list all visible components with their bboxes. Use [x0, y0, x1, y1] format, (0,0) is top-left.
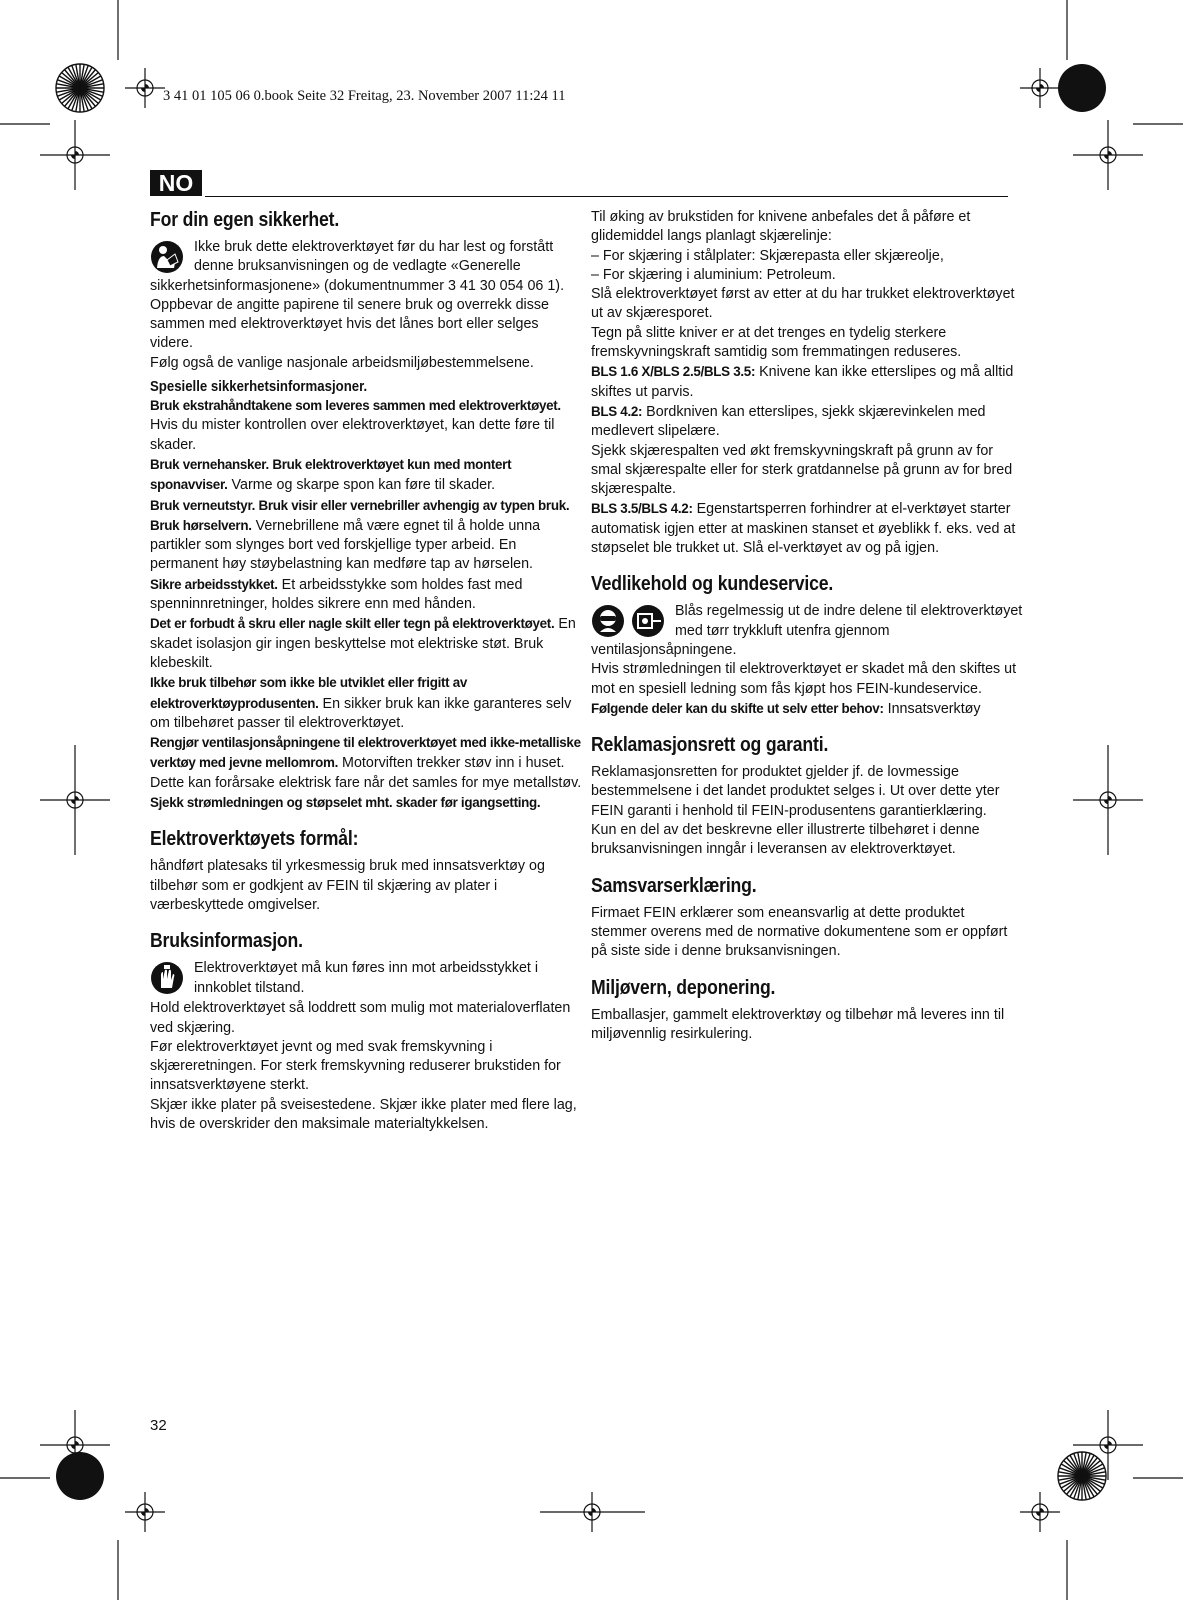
- model-note-text: Knivene kan ikke etterslipes og må alltid skiftes ut parvis.: [591, 364, 1014, 400]
- safety-rule-bold: Bruk ekstrahåndtakene som leveres sammen med elektroverktøyet.: [150, 398, 561, 414]
- usage-intro-text: Elektroverktøyet må kun føres inn mot arbeidsstykket i innkoblet tilstand.: [194, 960, 539, 996]
- safety-rule-bold: Det er forbudt å skru eller nagle skilt eller tegn på elektroverktøyet.: [150, 616, 555, 632]
- safety-rule: [150, 396, 582, 455]
- lubrication-text: Til øking av brukstiden for knivene anbefales det å påføre et glidemiddel langs planlagt skjærelinje:: [591, 209, 971, 245]
- section-title-warranty: Reklamasjonsrett og garanti.: [591, 733, 829, 757]
- model-note: [591, 362, 1023, 402]
- safety-rule-text: Et arbeidsstykke som holdes fast med spenninnretninger, holdes sikrere enn med hånden.: [150, 576, 523, 613]
- safety-rule: [150, 733, 582, 793]
- safety-rule-text: Hvis du mister kontrollen over elektroverktøyet, kan dette føre til skader.: [150, 417, 555, 453]
- usage-text: Skjær ikke plater på sveisestedene. Skjær ikke plater med flere lag, hvis de overskrider den maksimale materialtykkelsen.: [150, 1096, 577, 1132]
- section-title-purpose: Elektroverktøyets formål:: [150, 827, 359, 851]
- right-column: [591, 208, 1023, 1044]
- model-note: [591, 402, 1023, 442]
- model-label: BLS 1.6 X/BLS 2.5/BLS 3.5:: [591, 364, 756, 380]
- environment-text: Emballasjer, gammelt elektroverktøy og tilbehør må leveres inn til miljøvennlig resirkulering.: [591, 1006, 1005, 1042]
- maintenance-intro: [591, 602, 1023, 660]
- section-title-environment: Miljøvern, deponering.: [591, 975, 776, 999]
- model-note-text: Bordkniven kan etterslipes, sjekk skjærevinkelen med medlevert slipelære.: [591, 403, 986, 440]
- usage-text: Sjekk skjærespalten ved økt fremskyvningskraft på grunn av for smal skjærespalte eller for sterk gratdannelse på grunn av for bred skjærespalte.: [591, 442, 1013, 498]
- power-on-hand-icon: [150, 961, 184, 995]
- safety-rule: [150, 793, 582, 813]
- safety-rule-text: Motorviften trekker støv inn i huset. Dette kan forårsake elektrisk fare når det samles for mye metallstøv.: [150, 755, 582, 791]
- section-title-maintenance: Vedlikehold og kundeservice.: [591, 572, 834, 596]
- safety-rule-text: Varme og skarpe spon kan føre til skader.: [227, 477, 496, 494]
- safety-rule-text: En sikker bruk kan ikke garanteres selv om tilbehøret passer til elektroverktøyet.: [150, 695, 572, 731]
- safety-rule-bold: Bruk verneutstyr. Bruk visir eller vernebriller avhengig av typen bruk. Bruk hørselvern.: [150, 497, 570, 533]
- model-label: BLS 4.2:: [591, 403, 643, 419]
- lubrication-item: – For skjæring i stålplater: Skjærepasta eller skjæreolje,: [591, 247, 944, 264]
- book-info-header: 3 41 01 105 06 0.book Seite 32 Freitag, 23. November 2007 11:24 11: [163, 88, 566, 104]
- language-badge: NO: [150, 170, 202, 196]
- warranty-text: Reklamasjonsretten for produktet gjelder jf. de lovmessige bestemmelsene i det landet produktet selges i. Ut over dette yter FEIN garanti i henhold til FEIN-produsentens garantierklæring.: [591, 764, 1000, 819]
- section-title-conformity: Samsvarserklæring.: [591, 873, 757, 897]
- usage-intro: [150, 959, 582, 999]
- usage-text: Slå elektroverktøyet først av etter at du har trukket elektroverktøyet ut av skjæresporet.: [591, 286, 1015, 322]
- eye-protection-icon: [591, 604, 667, 638]
- conformity-text: Firmaet FEIN erklærer som eneansvarlig at dette produktet stemmer overens med de normative dokumentene som er oppført på siste side i denne bruksanvisningen.: [591, 904, 1008, 960]
- maintenance-parts: [591, 699, 1023, 719]
- safety-rule-text: Vernebrillene må være egnet til å holde unna partikler som slynges bort ved forskjellige typer arbeid. En permanent høy støybelastning kan medføre tap av hørselen.: [150, 517, 541, 573]
- safety-rule: [150, 575, 582, 615]
- usage-text: Tegn på slitte kniver er at det trenges en tydelig sterkere fremskyvningskraft samtidig som fremmatingen reduseres.: [591, 324, 962, 361]
- maintenance-text: Hvis strømledningen til elektroverktøyet er skadet må den skiftes ut mot en spesiell ledning som fås kjøpt hos FEIN-kundeservice.: [591, 661, 1017, 697]
- maintenance-parts-text: Innsatsverktøy: [883, 700, 981, 717]
- page-number: 32: [150, 1417, 167, 1434]
- subsection-title-special: Spesielle sikkerhetsinformasjoner.: [150, 378, 368, 396]
- section-title-usage: Bruksinformasjon.: [150, 929, 303, 953]
- header-rule: [205, 196, 1008, 197]
- model-label: BLS 3.5/BLS 4.2:: [591, 501, 693, 517]
- model-note: [591, 499, 1023, 558]
- safety-intro: [150, 238, 582, 354]
- model-note-text: Egenstartsperren forhindrer at el-verktøyet starter automatisk igjen etter at maskinen stanset et øyeblikk f. eks. ved at støpselet ble trukket ut. Slå el-verktøyet av og på igjen.: [591, 501, 1016, 557]
- safety-intro-text: Ikke bruk dette elektroverktøyet før du har lest og forstått denne bruksanvisningen og de vedlagte «Generelle sikkerhetsinformasjonene» (dokumentnummer 3 41 30 054 06 1). Oppbevar de angitte papirene til senere bruk og overrekk disse sammen med elektroverktøyet hvis det lånes bort eller selges videre.: [150, 239, 565, 352]
- lubrication-item: – For skjæring i aluminium: Petroleum.: [591, 266, 836, 283]
- usage-text: Hold elektroverktøyet så loddrett som mulig mot materialoverflaten ved skjæring.: [150, 1000, 571, 1036]
- safety-rule: [150, 455, 582, 496]
- maintenance-parts-label: Følgende deler kan du skifte ut selv etter behov:: [591, 700, 884, 716]
- left-column: [150, 208, 582, 1134]
- section-title-safety: For din egen sikkerhet.: [150, 208, 340, 231]
- safety-rule-bold: Sikre arbeidsstykket.: [150, 576, 278, 592]
- usage-text: Før elektroverktøyet jevnt og med svak fremskyvning i skjæreretningen. For sterk fremskyvning reduserer brukstiden for innsatsverktøyene sterkt.: [150, 1038, 561, 1094]
- read-manual-icon: [150, 240, 184, 274]
- maintenance-intro-text: Blås regelmessig ut de indre delene til elektroverktøyet med tørr trykkluft utenfra gjennom ventilasjonsåpningene.: [591, 603, 1023, 658]
- purpose-text: håndført platesaks til yrkesmessig bruk med innsatsverktøy og tilbehør som er godkjent av FEIN til skjæring av plater i værbeskyttede omgivelser.: [150, 858, 545, 913]
- safety-national-rules: Følg også de vanlige nasjonale arbeidsmiljøbestemmelsene.: [150, 354, 534, 371]
- safety-rule-bold: Bruk vernehansker. Bruk elektroverktøyet kun med montert sponavviser.: [150, 456, 512, 493]
- safety-rule-bold: Sjekk strømledningen og støpselet mht. skader før igangsetting.: [150, 795, 541, 811]
- safety-rule-bold: Rengjør ventilasjonsåpningene til elektroverktøyet med ikke-metalliske verktøy med jevne mellomrom.: [150, 735, 581, 771]
- safety-rule: [150, 496, 582, 575]
- safety-rule: [150, 614, 582, 673]
- safety-rule: [150, 673, 582, 733]
- safety-rule-bold: Ikke bruk tilbehør som ikke ble utviklet eller frigitt av elektroverktøyprodusenten.: [150, 675, 468, 711]
- warranty-text: Kun en del av det beskrevne eller illustrerte tilbehøret i denne bruksanvisningen inngår i leveransen av elektroverktøyet.: [591, 822, 980, 858]
- safety-rule-text: En skadet isolasjon gir ingen beskyttelse mot elektriske støt. Bruk klebeskilt.: [150, 616, 576, 671]
